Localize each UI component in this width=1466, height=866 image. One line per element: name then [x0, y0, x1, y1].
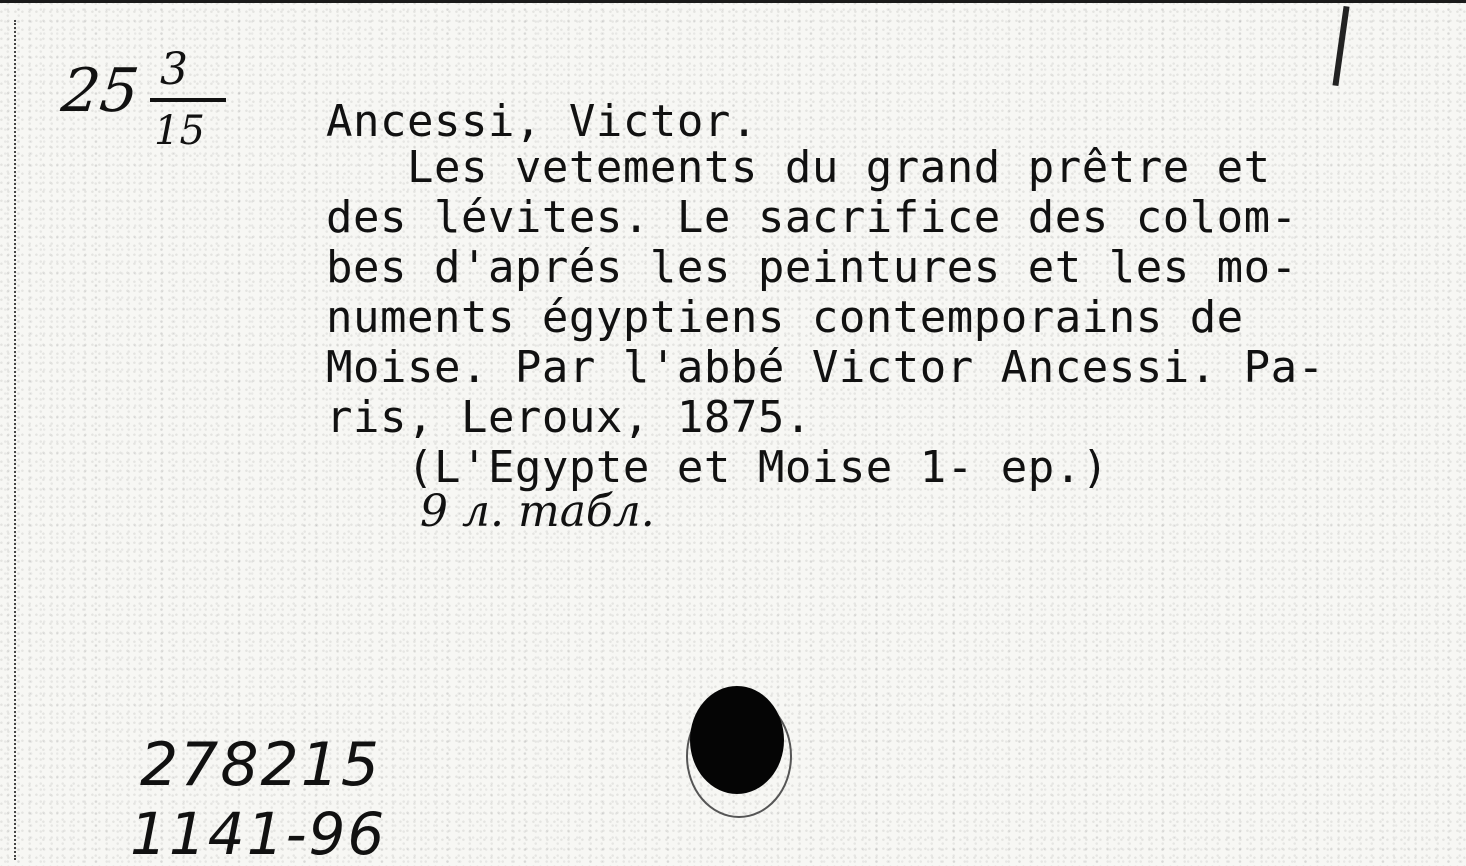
entry-line: Les vetements du grand prêtre et: [326, 142, 1271, 193]
left-border: [14, 20, 16, 860]
entry-series: (L'Egypte et Moise 1- ep.): [326, 442, 1109, 493]
handwritten-accession-number: 278215: [140, 730, 382, 800]
shelf-mark-denominator: 15: [154, 108, 205, 154]
shelf-mark-numerator: 3: [160, 44, 188, 95]
handwritten-plates-note: 9 л. табл.: [420, 486, 655, 537]
entry-line: ris, Leroux, 1875.: [326, 392, 812, 443]
handwritten-date-code: 1141-96: [130, 800, 387, 866]
entry-author: Ancessi, Victor.: [326, 96, 758, 147]
top-border: [0, 0, 1466, 3]
entry-line: bes d'aprés les peintures et les mo-: [326, 242, 1298, 293]
shelf-mark: [58, 44, 242, 164]
shelf-mark-main: 25: [58, 56, 143, 126]
entry-line: des lévites. Le sacrifice des colom-: [326, 192, 1298, 243]
shelf-mark-fraction-bar: [150, 98, 226, 102]
punch-hole: [690, 686, 784, 794]
entry-line: numents égyptiens contemporains de: [326, 292, 1244, 343]
pen-mark: [1332, 6, 1349, 86]
entry-line: Moise. Par l'abbé Victor Ancessi. Pa-: [326, 342, 1325, 393]
